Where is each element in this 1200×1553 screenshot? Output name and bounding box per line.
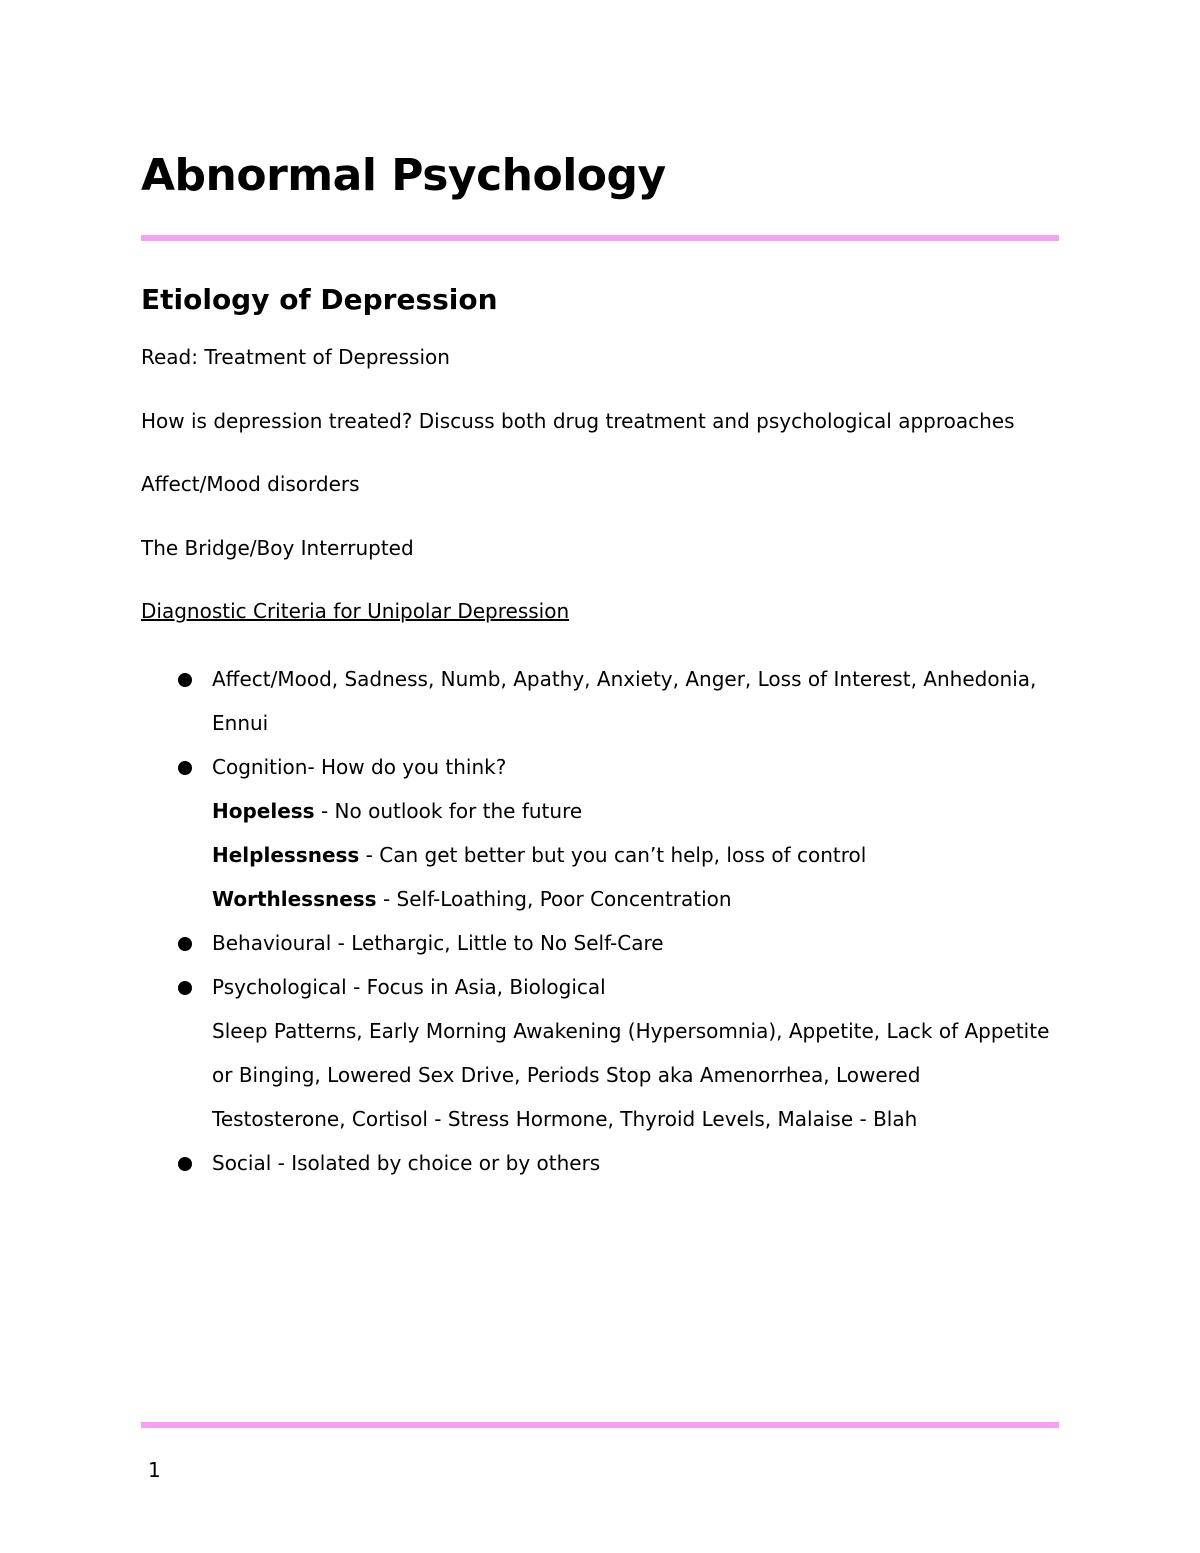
desc-worthlessness: - Self-Loathing, Poor Concentration <box>376 887 732 911</box>
criteria-item-social <box>141 1141 1061 1185</box>
topic-affect-mood: Affect/Mood disorders <box>141 472 360 496</box>
desc-hopeless: - No outlook for the future <box>314 799 583 823</box>
criteria-affect-line1: Affect/Mood, Sadness, Numb, Apathy, Anxiety, Anger, Loss of Interest, Anhedonia, <box>212 667 1037 691</box>
bullet-icon <box>178 981 192 995</box>
criteria-behavioural: Behavioural - Lethargic, Little to No Self-Care <box>212 931 664 955</box>
criteria-heading: Diagnostic Criteria for Unipolar Depression <box>141 599 570 623</box>
criteria-item-psychological <box>141 965 1061 1141</box>
desc-helplessness: - Can get better but you can’t help, loss of control <box>359 843 867 867</box>
cognition-sub-hopeless <box>212 789 1061 833</box>
criteria-item-cognition <box>141 745 1061 921</box>
criteria-list <box>141 657 1061 1185</box>
cognition-sub-worthlessness <box>212 877 1061 921</box>
term-worthlessness: Worthlessness <box>212 887 377 911</box>
criteria-affect-line2: Ennui <box>212 711 269 735</box>
criteria-social: Social - Isolated by choice or by others <box>212 1151 601 1175</box>
bullet-icon <box>178 1157 192 1171</box>
discussion-question: How is depression treated? Discuss both drug treatment and psychological approaches <box>141 409 1015 433</box>
criteria-psychological-line2: Sleep Patterns, Early Morning Awakening (Hypersomnia), Appetite, Lack of Appetite <box>212 1019 1050 1043</box>
page-number: 1 <box>148 1458 161 1482</box>
bullet-icon <box>178 673 192 687</box>
reading-assignment: Read: Treatment of Depression <box>141 345 450 369</box>
document-title: Abnormal Psychology <box>141 150 666 201</box>
criteria-cognition-label: Cognition- How do you think? <box>212 755 507 779</box>
section-heading: Etiology of Depression <box>141 283 498 316</box>
term-hopeless: Hopeless <box>212 799 315 823</box>
title-divider <box>141 235 1059 241</box>
footer-divider <box>141 1422 1059 1428</box>
cognition-sub-helplessness <box>212 833 1061 877</box>
criteria-psychological-line4: Testosterone, Cortisol - Stress Hormone, Thyroid Levels, Malaise - Blah <box>212 1107 918 1131</box>
criteria-item-behavioural <box>141 921 1061 965</box>
bullet-icon <box>178 761 192 775</box>
criteria-psychological-line3: or Binging, Lowered Sex Drive, Periods Stop aka Amenorrhea, Lowered <box>212 1063 921 1087</box>
topic-bridge: The Bridge/Boy Interrupted <box>141 536 414 560</box>
term-helplessness: Helplessness <box>212 843 360 867</box>
criteria-psychological-label: Psychological - Focus in Asia, Biological <box>212 975 606 999</box>
bullet-icon <box>178 937 192 951</box>
criteria-item-affect <box>141 657 1061 745</box>
